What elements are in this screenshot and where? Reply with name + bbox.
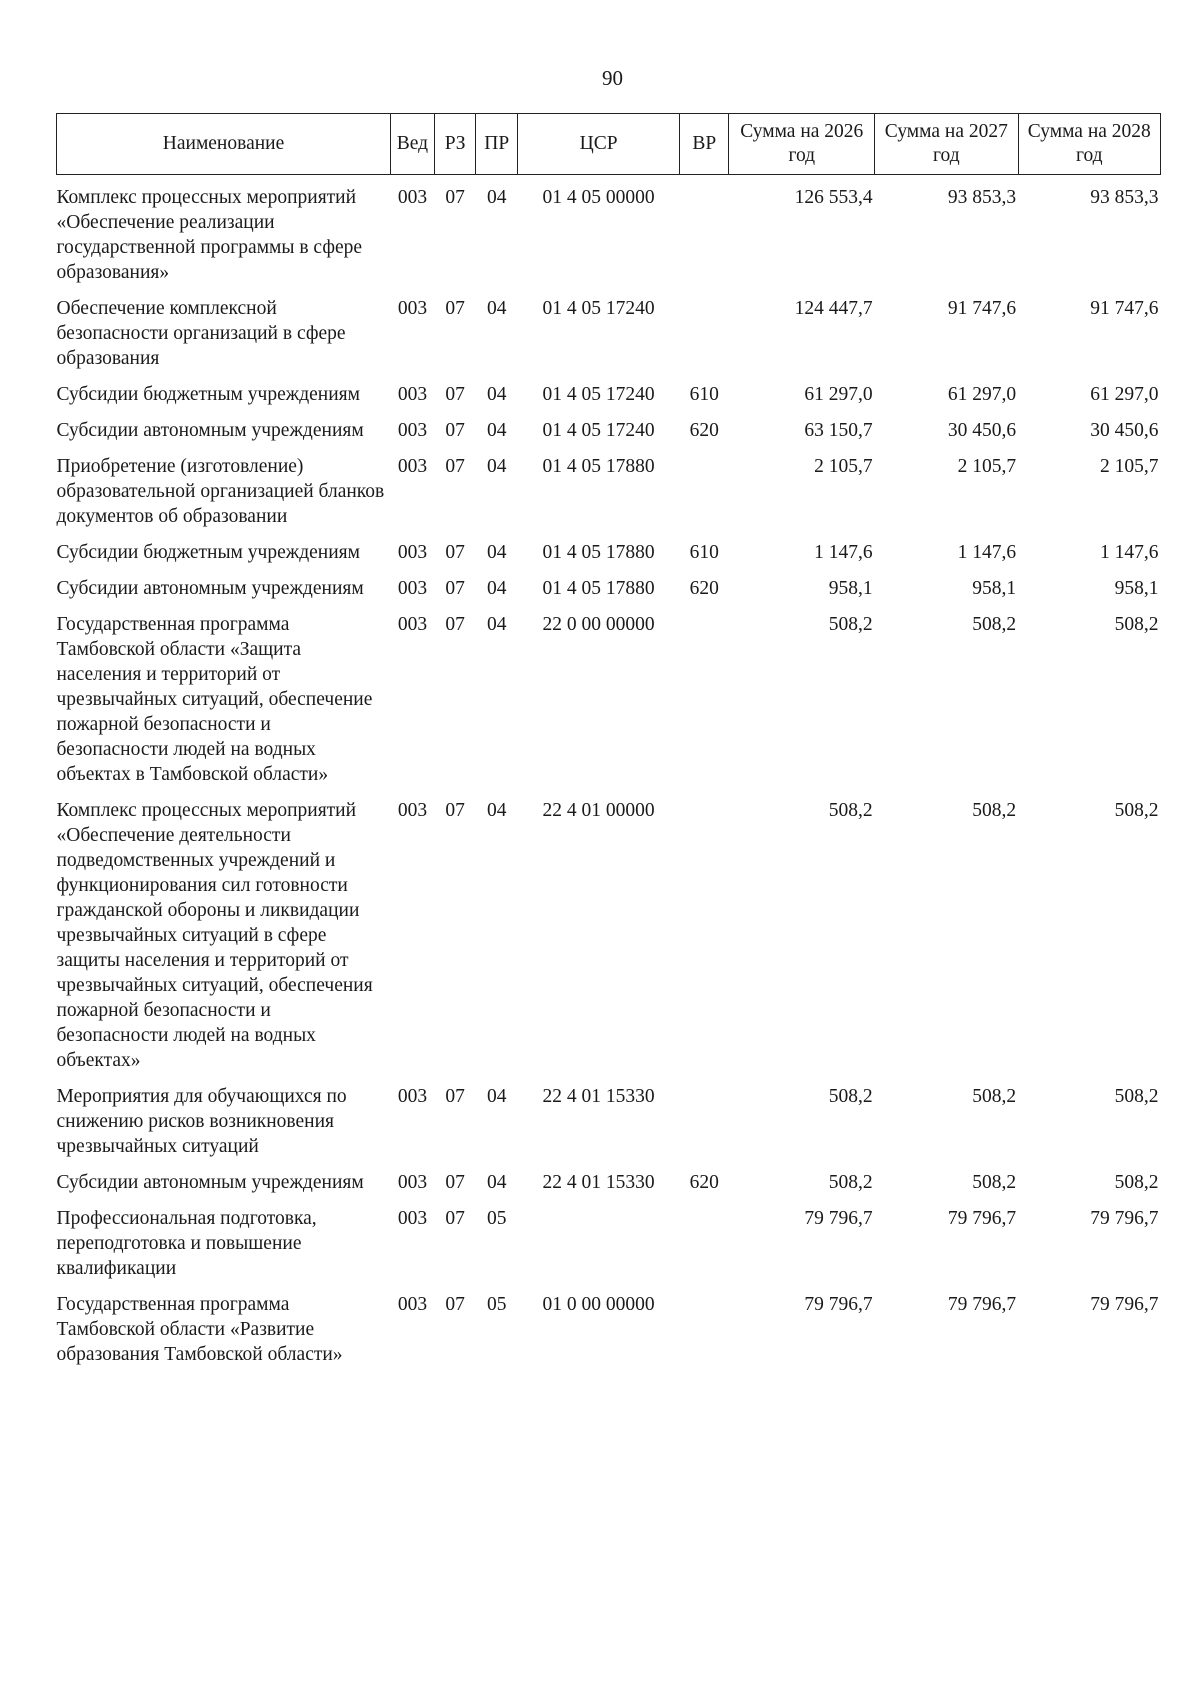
header-sum-2028: Сумма на 2028 год — [1018, 114, 1160, 175]
cell-pr: 05 — [487, 1294, 507, 1315]
cell-sum-2028: 958,1 — [1114, 578, 1159, 599]
table-row — [57, 612, 1161, 798]
cell-vr — [680, 1084, 729, 1170]
cell-name: Комплекс процессных мероприятий «Обеспечение деятельности подведомственных учреждений и функционирования сил готовности гражданской обороны и ликвидации чрезвычайных ситуаций в сфере защиты населения и территорий от чрезвычайных ситуаций, обеспечения пожарной безопасности и безопасности людей на водных объектах» — [56, 800, 373, 1071]
cell-name: Субсидии бюджетным учреждениям — [56, 542, 360, 563]
table-row — [57, 454, 1161, 540]
cell-rz: 07 — [445, 298, 465, 319]
cell-pr: 04 — [487, 456, 507, 477]
cell-sum-2028: 508,2 — [1114, 1086, 1159, 1107]
header-sum-2026: Сумма на 2026 год — [729, 114, 875, 175]
cell-rz: 07 — [445, 1086, 465, 1107]
cell-vr — [680, 296, 729, 382]
cell-sum-2028: 30 450,6 — [1090, 420, 1159, 441]
cell-csr: 01 4 05 17880 — [542, 578, 655, 599]
cell-sum-2028: 1 147,6 — [1100, 542, 1159, 563]
cell-csr: 22 4 01 00000 — [542, 800, 655, 821]
cell-name: Приобретение (изготовление) образовательной организацией бланков документов об образовании — [56, 456, 385, 527]
cell-sum-2027: 79 796,7 — [947, 1208, 1017, 1229]
cell-name: Субсидии автономным учреждениям — [56, 578, 364, 599]
cell-sum-2027: 91 747,6 — [947, 298, 1017, 319]
cell-sum-2026: 126 553,4 — [794, 187, 873, 208]
cell-rz: 07 — [445, 1172, 465, 1193]
cell-sum-2027: 2 105,7 — [957, 456, 1017, 477]
cell-sum-2026: 79 796,7 — [804, 1208, 873, 1229]
cell-name: Государственная программа Тамбовской области «Развитие образования Тамбовской области» — [56, 1294, 343, 1365]
cell-ved: 003 — [397, 1294, 428, 1315]
cell-ved: 003 — [397, 1208, 428, 1229]
cell-sum-2027: 508,2 — [972, 1086, 1017, 1107]
cell-pr: 04 — [487, 542, 507, 563]
cell-csr: 01 4 05 17240 — [542, 298, 655, 319]
cell-sum-2026: 958,1 — [828, 578, 873, 599]
cell-csr: 22 0 00 00000 — [542, 614, 655, 635]
cell-sum-2027: 30 450,6 — [947, 420, 1017, 441]
table-row — [57, 1084, 1161, 1170]
header-csr: ЦСР — [518, 114, 680, 175]
cell-pr: 04 — [487, 298, 507, 319]
table-header — [57, 114, 1161, 175]
cell-vr — [680, 1206, 729, 1292]
cell-sum-2028: 508,2 — [1114, 1172, 1159, 1193]
cell-vr — [680, 798, 729, 1084]
page-number: 90 — [602, 66, 623, 90]
cell-pr: 04 — [487, 614, 507, 635]
cell-name: Профессиональная подготовка, переподготовка и повышение квалификации — [56, 1208, 317, 1279]
cell-rz: 07 — [445, 800, 465, 821]
cell-sum-2027: 61 297,0 — [947, 384, 1017, 405]
cell-pr: 04 — [487, 1086, 507, 1107]
cell-rz: 07 — [445, 456, 465, 477]
cell-csr: 01 0 00 00000 — [542, 1294, 655, 1315]
cell-vr — [680, 175, 729, 297]
cell-sum-2027: 93 853,3 — [947, 187, 1017, 208]
cell-name: Государственная программа Тамбовской области «Защита населения и территорий от чрезвычайных ситуаций, обеспечение пожарной безопасности и безопасности людей на водных объектах в Тамбовской области» — [56, 614, 373, 785]
cell-name: Мероприятия для обучающихся по снижению рисков возникновения чрезвычайных ситуаций — [56, 1086, 347, 1157]
cell-ved: 003 — [397, 1172, 428, 1193]
cell-vr: 620 — [689, 1172, 719, 1193]
cell-csr: 01 4 05 17240 — [542, 384, 655, 405]
cell-ved: 003 — [397, 298, 428, 319]
cell-ved: 003 — [397, 1086, 428, 1107]
budget-table — [56, 113, 1161, 1378]
cell-sum-2028: 79 796,7 — [1090, 1208, 1159, 1229]
cell-vr — [680, 1292, 729, 1378]
header-sum-2027: Сумма на 2027 год — [875, 114, 1018, 175]
cell-vr: 610 — [689, 384, 719, 405]
cell-sum-2026: 508,2 — [828, 614, 873, 635]
cell-pr: 04 — [487, 578, 507, 599]
cell-pr: 04 — [487, 384, 507, 405]
cell-csr: 01 4 05 17880 — [542, 456, 655, 477]
table-row — [57, 296, 1161, 382]
cell-name: Субсидии бюджетным учреждениям — [56, 384, 360, 405]
cell-rz: 07 — [445, 1208, 465, 1229]
cell-sum-2026: 508,2 — [828, 1086, 873, 1107]
table-row — [57, 382, 1161, 418]
cell-pr: 04 — [487, 800, 507, 821]
cell-name: Комплекс процессных мероприятий «Обеспечение реализации государственной программы в сфере образования» — [56, 187, 363, 283]
cell-vr: 610 — [689, 542, 719, 563]
cell-sum-2027: 508,2 — [972, 1172, 1017, 1193]
cell-sum-2026: 124 447,7 — [794, 298, 873, 319]
cell-csr: 22 4 01 15330 — [542, 1086, 655, 1107]
cell-rz: 07 — [445, 542, 465, 563]
cell-ved: 003 — [397, 578, 428, 599]
table-row — [57, 175, 1161, 297]
cell-sum-2028: 79 796,7 — [1090, 1294, 1159, 1315]
cell-csr: 01 4 05 00000 — [542, 187, 655, 208]
cell-sum-2026: 508,2 — [828, 800, 873, 821]
cell-sum-2027: 958,1 — [972, 578, 1017, 599]
header-name: Наименование — [57, 114, 391, 175]
cell-sum-2026: 63 150,7 — [804, 420, 873, 441]
cell-sum-2028: 508,2 — [1114, 800, 1159, 821]
cell-sum-2028: 2 105,7 — [1100, 456, 1159, 477]
cell-sum-2028: 93 853,3 — [1090, 187, 1159, 208]
cell-ved: 003 — [397, 800, 428, 821]
cell-sum-2026: 1 147,6 — [814, 542, 873, 563]
cell-csr: 01 4 05 17880 — [542, 542, 655, 563]
cell-sum-2028: 61 297,0 — [1090, 384, 1159, 405]
cell-sum-2028: 508,2 — [1114, 614, 1159, 635]
table-row — [57, 1170, 1161, 1206]
cell-name: Обеспечение комплексной безопасности организаций в сфере образования — [56, 298, 346, 369]
cell-sum-2027: 79 796,7 — [947, 1294, 1017, 1315]
cell-vr: 620 — [689, 420, 719, 441]
header-rz: РЗ — [434, 114, 476, 175]
cell-sum-2026: 2 105,7 — [814, 456, 873, 477]
cell-ved: 003 — [397, 614, 428, 635]
cell-rz: 07 — [445, 420, 465, 441]
cell-pr: 04 — [487, 187, 507, 208]
cell-sum-2027: 508,2 — [972, 800, 1017, 821]
table-row — [57, 798, 1161, 1084]
cell-csr: 01 4 05 17240 — [542, 420, 655, 441]
table-row — [57, 1206, 1161, 1292]
cell-ved: 003 — [397, 456, 428, 477]
cell-vr — [680, 454, 729, 540]
cell-sum-2027: 1 147,6 — [957, 542, 1017, 563]
cell-rz: 07 — [445, 187, 465, 208]
cell-sum-2026: 508,2 — [828, 1172, 873, 1193]
cell-sum-2026: 79 796,7 — [804, 1294, 873, 1315]
cell-vr — [680, 612, 729, 798]
cell-csr: 22 4 01 15330 — [542, 1172, 655, 1193]
cell-pr: 05 — [487, 1208, 507, 1229]
cell-ved: 003 — [397, 420, 428, 441]
cell-ved: 003 — [397, 384, 428, 405]
header-ved: Вед — [391, 114, 435, 175]
cell-rz: 07 — [445, 578, 465, 599]
cell-sum-2028: 91 747,6 — [1090, 298, 1159, 319]
cell-sum-2027: 508,2 — [972, 614, 1017, 635]
cell-pr: 04 — [487, 420, 507, 441]
cell-pr: 04 — [487, 1172, 507, 1193]
header-vr: ВР — [680, 114, 729, 175]
cell-rz: 07 — [445, 614, 465, 635]
header-pr: ПР — [476, 114, 518, 175]
table-row — [57, 1292, 1161, 1378]
cell-name: Субсидии автономным учреждениям — [56, 420, 364, 441]
cell-ved: 003 — [397, 187, 428, 208]
cell-ved: 003 — [397, 542, 428, 563]
cell-vr: 620 — [689, 578, 719, 599]
cell-sum-2026: 61 297,0 — [804, 384, 873, 405]
table-row — [57, 540, 1161, 576]
table-body — [57, 175, 1161, 1379]
table-row — [57, 576, 1161, 612]
cell-rz: 07 — [445, 1294, 465, 1315]
table-row — [57, 418, 1161, 454]
cell-name: Субсидии автономным учреждениям — [56, 1172, 364, 1193]
cell-rz: 07 — [445, 384, 465, 405]
cell-csr — [518, 1206, 680, 1292]
